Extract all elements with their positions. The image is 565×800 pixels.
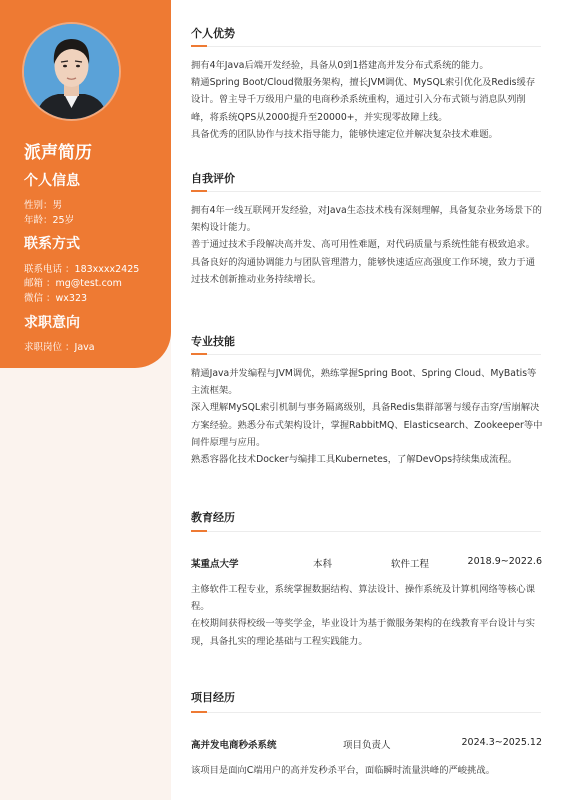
section-accent-bar [191, 530, 207, 532]
section-accent-bar [191, 45, 207, 47]
paragraph: 具备优秀的团队协作与技术指导能力，能够快速定位并解决复杂技术难题。 [191, 128, 498, 140]
contact-heading: 联系方式 [24, 236, 80, 252]
self-eval-content [191, 202, 543, 288]
section-divider [191, 531, 541, 532]
paragraph: 善于通过技术手段解决高并发、高可用性难题，对代码质量与系统性能有极致追求。 [191, 239, 535, 251]
portrait-photo-icon [24, 24, 119, 119]
project-content [191, 762, 543, 779]
education-content [191, 581, 543, 650]
section-divider [191, 46, 541, 47]
section-divider [191, 354, 541, 355]
email-text: 邮箱 ：mg@test.com [24, 278, 122, 289]
paragraph: 深入理解MySQL索引机制与事务隔离级别，具备Redis集群部署与缓存击穿/雪崩解决方案经验。熟悉分布式架构设计，掌握RabbitMQ、Elasticsearch、Zookeeper等中间件原理与应用。 [191, 402, 543, 448]
paragraph: 该项目是面向C端用户的高并发秒杀平台，面临瞬时流量洪峰的严峻挑战。 [191, 765, 495, 776]
paragraph: 具备良好的沟通协调能力与团队管理潜力，能够快速适应高强度工作环境，致力于通过技术创新推动业务持续增长。 [191, 256, 535, 285]
gender-text: 性别：男 [24, 200, 63, 211]
school-name: 某重点大学 [191, 559, 239, 570]
personal-info-heading: 个人信息 [24, 173, 80, 189]
phone-text: 联系电话 ：183xxxx2425 [24, 264, 140, 275]
major: 软件工程 [391, 559, 430, 570]
section-title-education: 教育经历 [191, 511, 235, 524]
avatar [24, 24, 119, 119]
section-accent-bar [191, 711, 207, 713]
advantages-content [191, 57, 543, 143]
paragraph: 拥有4年Java后端开发经验，具备从0到1搭建高并发分布式系统的能力。 [191, 60, 489, 71]
age-text: 年龄：25岁 [24, 215, 75, 226]
paragraph: 熟悉容器化技术Docker与编排工具Kubernetes，了解DevOps持续集成流程。 [191, 454, 518, 466]
paragraph: 精通Java并发编程与JVM调优，熟练掌握Spring Boot、Spring Cloud、MyBatis等主流框架。 [191, 368, 537, 397]
project-role: 项目负责人 [343, 740, 391, 751]
section-title-advantages: 个人优势 [191, 27, 235, 40]
paragraph: 精通Spring Boot/Cloud微服务架构，擅长JVM调优、MySQL索引优化及Redis缓存设计。曾主导千万级用户量的电商秒杀系统重构，通过引入分布式锁与消息队列削峰，将系统QPS从2000提升至20000+，并实现零故障上线。 [191, 77, 536, 123]
section-title-projects: 项目经历 [191, 691, 235, 704]
degree: 本科 [313, 559, 333, 570]
job-intent-heading: 求职意向 [24, 315, 80, 331]
section-accent-bar [191, 190, 207, 192]
position-text: 求职岗位 ：Java [24, 342, 95, 353]
education-period: 2018.9~2022.6 [467, 556, 542, 567]
paragraph: 在校期间获得校级一等奖学金，毕业设计为基于微服务架构的在线教育平台设计与实现，具备扎实的理论基础与工程实践能力。 [191, 618, 535, 647]
wechat-text: 微信 ：wx323 [24, 293, 88, 304]
section-divider [191, 712, 541, 713]
paragraph: 拥有4年一线互联网开发经验，对Java生态技术栈有深刻理解，具备复杂业务场景下的架构设计能力。 [191, 205, 542, 234]
section-title-self-eval: 自我评价 [191, 172, 235, 185]
skills-content [191, 365, 543, 468]
section-accent-bar [191, 353, 207, 355]
project-name: 高并发电商秒杀系统 [191, 740, 277, 751]
section-title-skills: 专业技能 [191, 335, 235, 348]
resume-title: 派声简历 [24, 143, 92, 163]
paragraph: 主修软件工程专业，系统掌握数据结构、算法设计、操作系统及计算机网络等核心课程。 [191, 584, 535, 613]
project-period: 2024.3~2025.12 [461, 737, 542, 748]
section-divider [191, 191, 541, 192]
